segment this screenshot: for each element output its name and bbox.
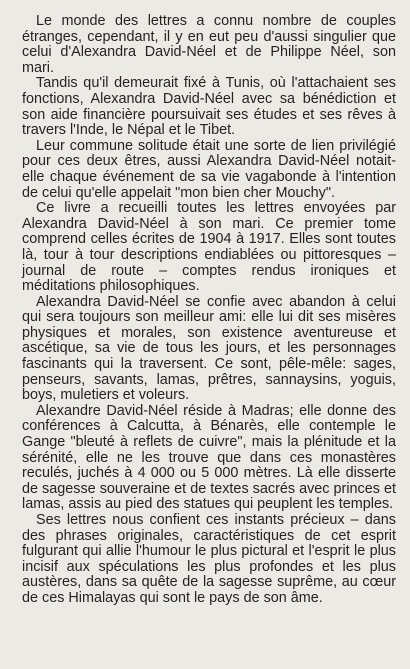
blurb-text: [22, 14, 396, 607]
paragraph-3: Leur commune solitude était une sorte de lien privilégié pour ces deux êtres, aussi Alexandra David-Néel notait-elle chaque événement de sa vie vagabonde à l'intention de celui qu'elle appelait "mon bien cher Mouchy".: [22, 137, 396, 201]
paragraph-2: Tandis qu'il demeurait fixé à Tunis, où l'attachaient ses fonctions, Alexandra David-Néel avec sa bénédiction et son aide financière poursuivait ses études et ses rêves à travers l'Inde, le Népal et le Tibet.: [22, 75, 396, 139]
paragraph-6: Alexandre David-Néel réside à Madras; elle donne des conférences à Calcutta, à Bénarès, elle contemple le Gange "bleuté à reflets de cuivre", mais la plénitude et la sérénité, elle ne les trouve que dans ces monastères reculés, juchés à 4 000 ou 5 000 mètres. Là elle disserte de sagesse souveraine et de textes sacrés avec princes et lamas, assis au pied des statues qui peuplent les temples.: [22, 402, 396, 513]
paragraph-5: Alexandra David-Néel se confie avec abandon à celui qui sera toujours son meilleur ami: elle lui dit ses misères physiques et morales, son existence aventureuse et ascétique, sa vie de tous les jours, et les personnages fascinants qui la traversent. Ce sont, pêle-mêle: sages, penseurs, savants, lamas, prêtres, sannaysins, yoguis, boys, muletiers et voleurs.: [22, 293, 396, 404]
paragraph-4: Ce livre a recueilli toutes les lettres envoyées par Alexandra David-Néel à son mari. Ce premier tome comprend celles écrites de 1904 à 1917. Elles sont toutes là, tour à tour descriptions endiablées ou pittoresques – journal de route – comptes rendus ironiques et méditations philosophiques.: [22, 200, 396, 295]
paragraph-7: Ses lettres nous confient ces instants précieux – dans des phrases originales, caractéristiques de cet esprit fulgurant qui allie l'humour le plus pictural et l'esprit le plus incisif aux spéculations les plus profondes et les plus austères, dans sa quête de la sagesse suprême, au cœur de ces Himalayas qui sont le pays de son âme.: [22, 512, 396, 606]
paragraph-1: Le monde des lettres a connu nombre de couples étranges, cependant, il y en eut peu d'aussi singulier que celui d'Alexandra David-Néel et de Philippe Néel, son mari.: [22, 13, 396, 76]
